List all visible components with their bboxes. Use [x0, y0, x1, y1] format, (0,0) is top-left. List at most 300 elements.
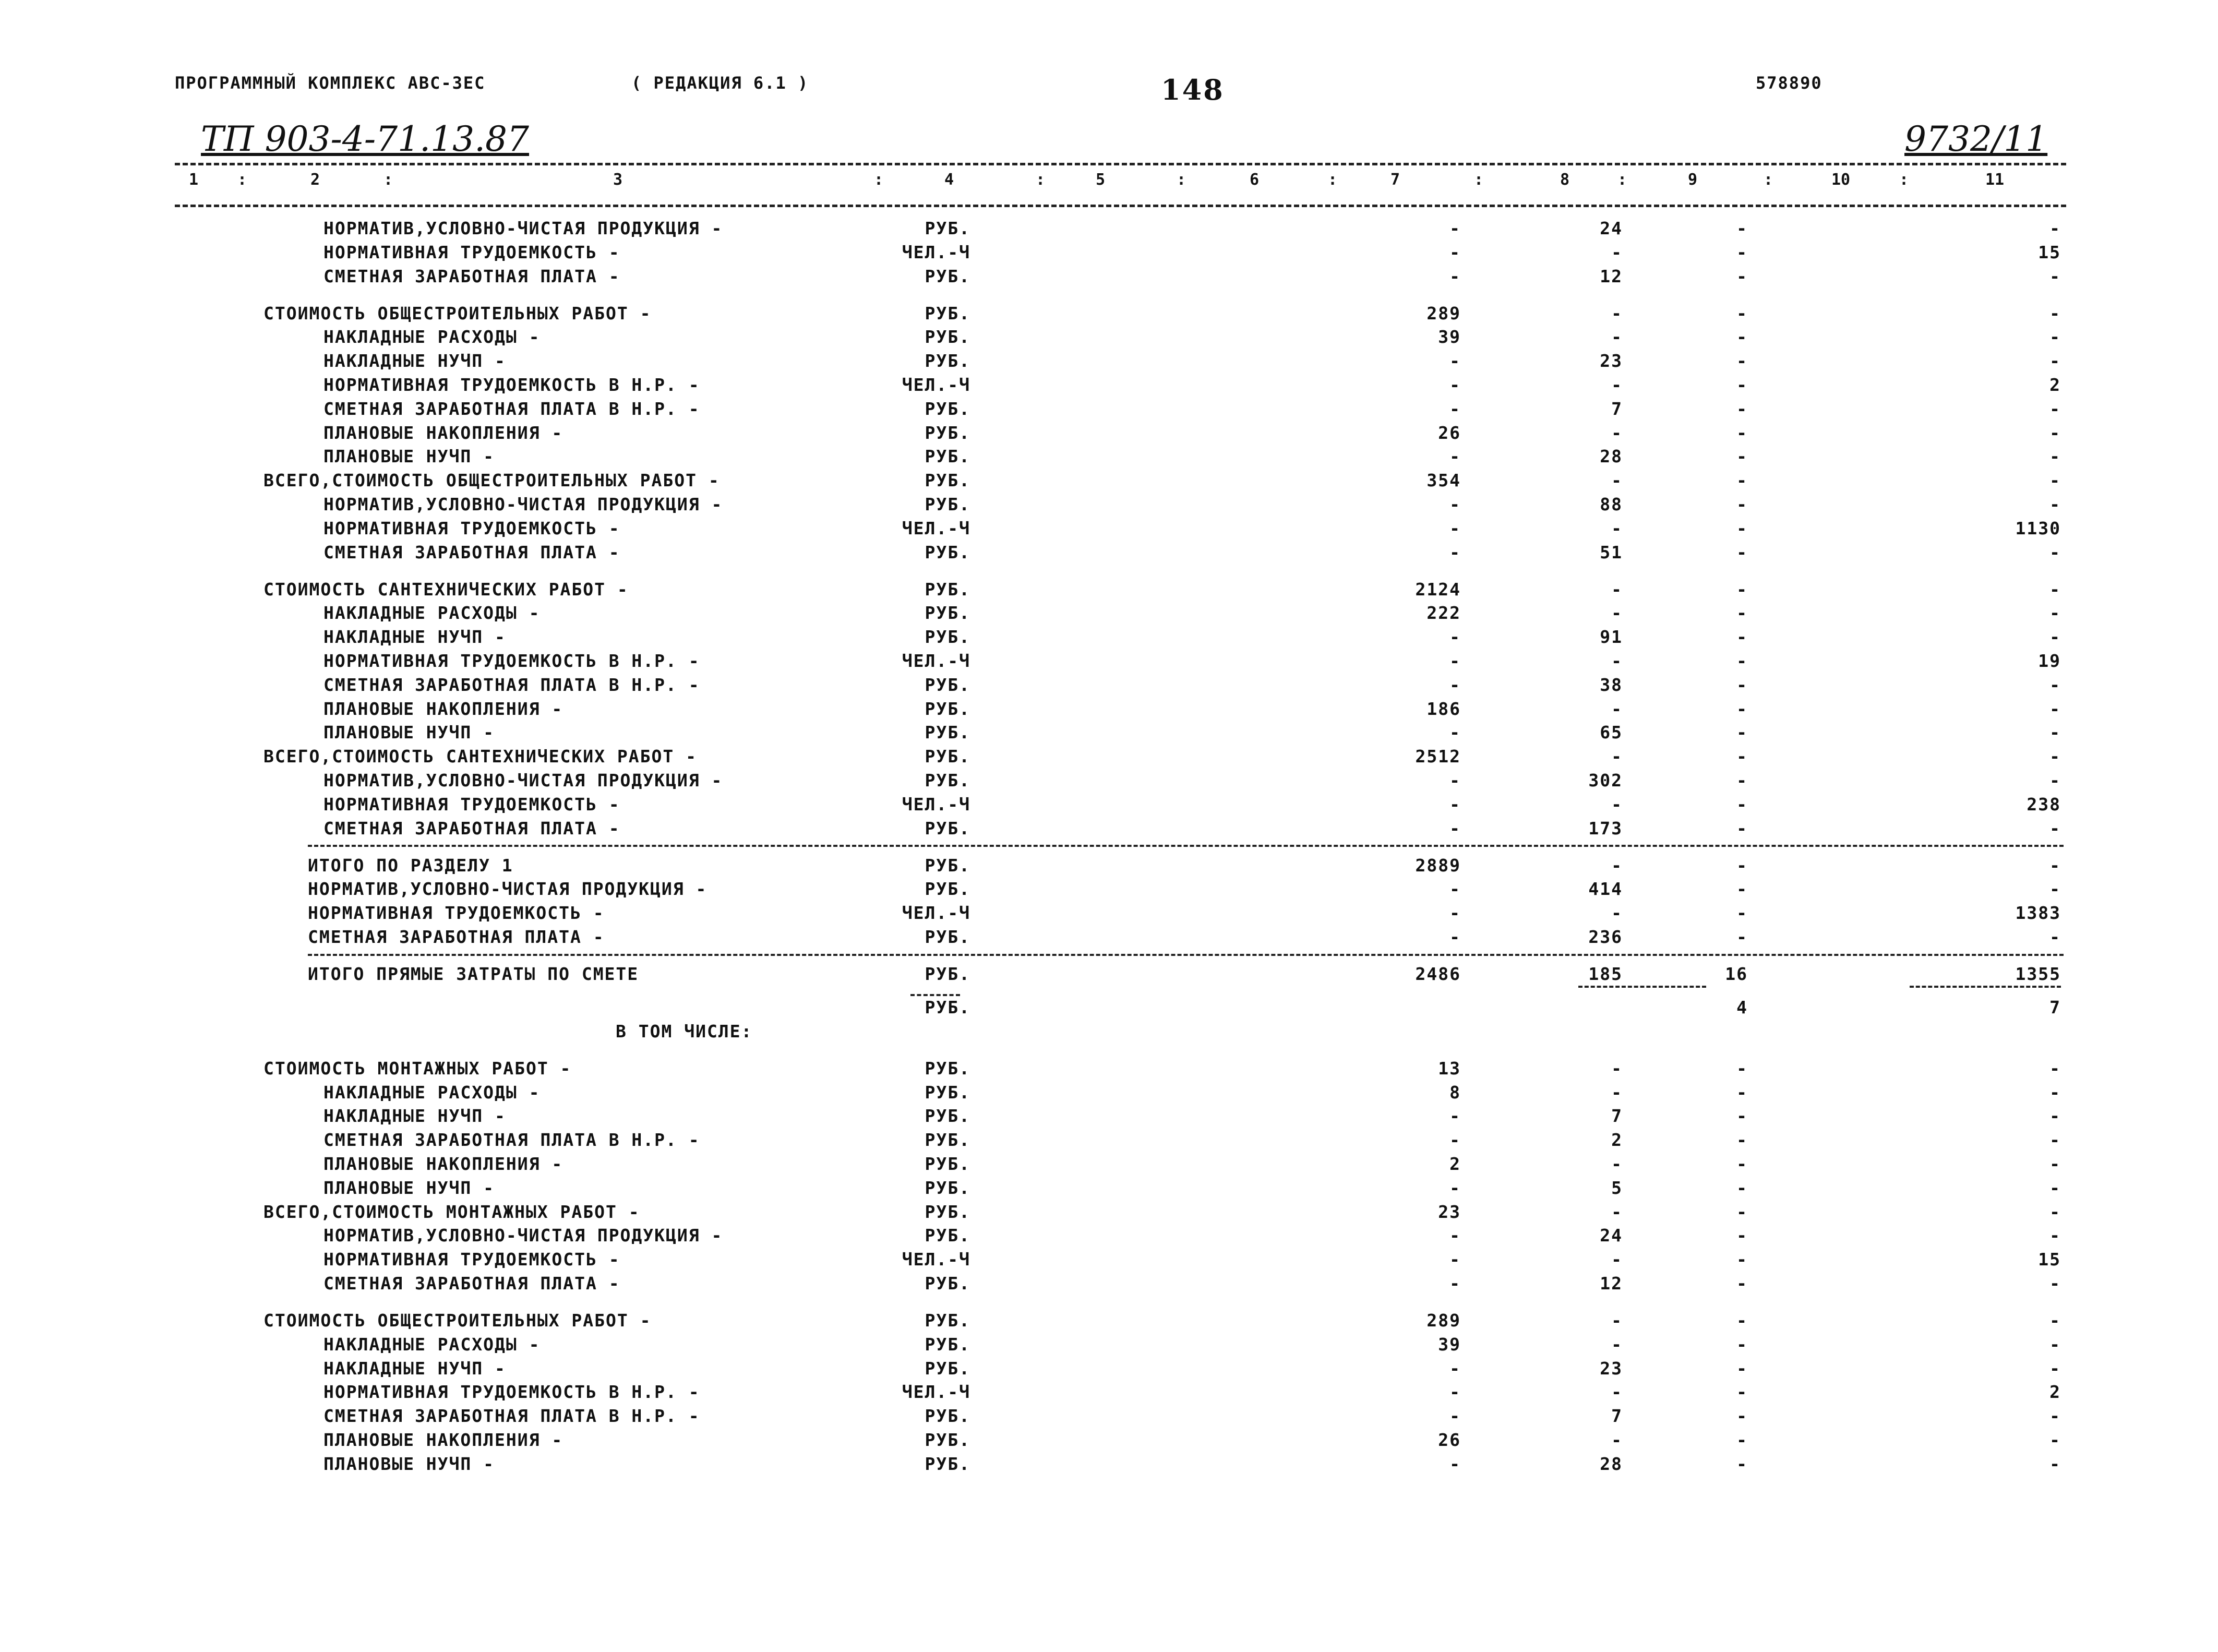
value-col-11: 7	[2049, 997, 2061, 1018]
row-label: ИТОГО ПРЯМЫЕ ЗАТРАТЫ ПО СМЕТЕ	[308, 963, 639, 984]
value-col-11: -	[2049, 1177, 2061, 1198]
project-code: ТП 903-4-71.13.87	[201, 119, 530, 159]
row-label: ВСЕГО,СТОИМОСТЬ МОНТАЖНЫХ РАБОТ -	[263, 1201, 640, 1222]
value-col-9: -	[1736, 770, 1748, 791]
row-label: СМЕТНАЯ ЗАРАБОТНАЯ ПЛАТА В Н.Р. -	[323, 398, 700, 419]
section-rule	[308, 954, 2064, 956]
value-col-8: 5	[1611, 1177, 1623, 1198]
value-col-11: -	[2049, 770, 2061, 791]
value-col-8: 24	[1600, 1225, 1623, 1246]
row-label: ПЛАНОВЫЕ НУЧП -	[323, 1177, 495, 1198]
value-col-7: -	[1449, 1225, 1461, 1246]
value-col-11: -	[2049, 494, 2061, 514]
row-label: НАКЛАДНЫЕ РАСХОДЫ -	[323, 1082, 541, 1103]
value-col-8: -	[1611, 1430, 1623, 1451]
value-col-7: -	[1449, 494, 1461, 514]
value-col-7: -	[1449, 818, 1461, 839]
row-label: СМЕТНАЯ ЗАРАБОТНАЯ ПЛАТА В Н.Р. -	[323, 1406, 700, 1427]
value-col-9: -	[1736, 1406, 1748, 1427]
value-col-7: -	[1449, 518, 1461, 538]
value-col-7: 39	[1438, 1334, 1461, 1355]
value-col-9: -	[1736, 1130, 1748, 1151]
value-col-7: -	[1449, 770, 1461, 791]
value-col-11: -	[2049, 1334, 2061, 1355]
column-separator: :	[1617, 171, 1627, 189]
value-col-8: -	[1611, 422, 1623, 443]
value-col-7: -	[1449, 794, 1461, 815]
column-separator: :	[237, 171, 247, 189]
subtotal-rule	[1910, 986, 2061, 988]
value-col-9: -	[1736, 218, 1748, 238]
unit-cell: РУБ.	[925, 698, 970, 719]
column-number: 11	[1985, 171, 2005, 189]
value-col-9: -	[1736, 698, 1748, 719]
row-label: НАКЛАДНЫЕ НУЧП -	[323, 351, 506, 372]
row-label: ИТОГО ПО РАЗДЕЛУ 1	[308, 855, 513, 876]
value-col-7: -	[1449, 650, 1461, 671]
unit-cell: ЧЕЛ.-Ч	[902, 903, 970, 924]
unit-cell: РУБ.	[925, 1453, 970, 1474]
unit-cell: РУБ.	[925, 218, 970, 238]
row-label: ПЛАНОВЫЕ НАКОПЛЕНИЯ -	[323, 1430, 564, 1451]
unit-cell: РУБ.	[925, 266, 970, 286]
value-col-9: -	[1736, 627, 1748, 648]
row-label: СТОИМОСТЬ САНТЕХНИЧЕСКИХ РАБОТ -	[263, 579, 629, 600]
value-col-8: -	[1611, 855, 1623, 876]
row-label: НОРМАТИВНАЯ ТРУДОЕМКОСТЬ -	[308, 903, 605, 924]
unit-cell: РУБ.	[925, 997, 970, 1018]
value-col-9: -	[1736, 903, 1748, 924]
value-col-7: -	[1449, 1406, 1461, 1427]
value-col-7: -	[1449, 722, 1461, 743]
unit-cell: РУБ.	[925, 1225, 970, 1246]
value-col-7: -	[1449, 1358, 1461, 1379]
row-label: СМЕТНАЯ ЗАРАБОТНАЯ ПЛАТА В Н.Р. -	[323, 674, 700, 695]
value-col-7: -	[1449, 351, 1461, 372]
value-col-8: -	[1611, 650, 1623, 671]
column-separator: :	[1328, 171, 1338, 189]
value-col-8: 12	[1600, 266, 1623, 286]
value-col-9: -	[1736, 674, 1748, 695]
column-separator: :	[874, 171, 884, 189]
row-label: СМЕТНАЯ ЗАРАБОТНАЯ ПЛАТА -	[323, 818, 620, 839]
value-col-7: 23	[1438, 1201, 1461, 1222]
row-label: ПЛАНОВЫЕ НАКОПЛЕНИЯ -	[323, 1154, 564, 1175]
value-col-8: 414	[1588, 879, 1623, 900]
column-number: 6	[1250, 171, 1260, 189]
value-col-9: -	[1736, 470, 1748, 491]
value-col-9: -	[1736, 1453, 1748, 1474]
unit-cell: РУБ.	[925, 1406, 970, 1427]
value-col-11: -	[2049, 1106, 2061, 1127]
value-col-7: -	[1449, 1177, 1461, 1198]
unit-cell: РУБ.	[925, 746, 970, 767]
value-col-8: 23	[1600, 351, 1623, 372]
value-col-11: -	[2049, 1058, 2061, 1079]
unit-cell: РУБ.	[925, 327, 970, 348]
value-col-11: -	[2049, 1130, 2061, 1151]
unit-cell: ЧЕЛ.-Ч	[902, 374, 970, 395]
row-label: ВСЕГО,СТОИМОСТЬ САНТЕХНИЧЕСКИХ РАБОТ -	[263, 746, 697, 767]
value-col-11: -	[2049, 818, 2061, 839]
value-col-8: 185	[1588, 963, 1623, 984]
value-col-9: -	[1736, 1334, 1748, 1355]
value-col-9: -	[1736, 650, 1748, 671]
value-col-7: 289	[1426, 303, 1461, 324]
value-col-9: -	[1736, 794, 1748, 815]
unit-cell: ЧЕЛ.-Ч	[902, 518, 970, 538]
value-col-9: -	[1736, 603, 1748, 624]
value-col-11: -	[2049, 579, 2061, 600]
value-col-7: -	[1449, 446, 1461, 467]
value-col-7: -	[1449, 1273, 1461, 1294]
page-number: 148	[1161, 73, 1225, 106]
document-code: 578890	[1756, 73, 1823, 93]
value-col-11: -	[2049, 1225, 2061, 1246]
value-col-11: -	[2049, 879, 2061, 900]
value-col-7: -	[1449, 398, 1461, 419]
value-col-11: -	[2049, 1358, 2061, 1379]
value-col-8: 28	[1600, 446, 1623, 467]
row-label: СМЕТНАЯ ЗАРАБОТНАЯ ПЛАТА -	[308, 926, 605, 947]
value-col-9: -	[1736, 1082, 1748, 1103]
value-col-11: 1383	[2015, 903, 2061, 924]
value-col-11: -	[2049, 1406, 2061, 1427]
value-col-9: -	[1736, 351, 1748, 372]
unit-cell: РУБ.	[925, 446, 970, 467]
value-col-9: -	[1736, 422, 1748, 443]
value-col-7: -	[1449, 374, 1461, 395]
value-col-9: -	[1736, 1058, 1748, 1079]
value-col-9: -	[1736, 1382, 1748, 1403]
unit-cell: РУБ.	[925, 303, 970, 324]
header-rule	[175, 205, 2066, 207]
row-label: НОРМАТИВНАЯ ТРУДОЕМКОСТЬ -	[323, 794, 620, 815]
unit-cell: ЧЕЛ.-Ч	[902, 1249, 970, 1270]
unit-cell: ЧЕЛ.-Ч	[902, 1382, 970, 1403]
value-col-8: -	[1611, 579, 1623, 600]
value-col-7: -	[1449, 218, 1461, 238]
value-col-11: 19	[2038, 650, 2061, 671]
unit-cell: РУБ.	[925, 542, 970, 562]
column-separator: :	[1036, 171, 1046, 189]
value-col-8: -	[1611, 1334, 1623, 1355]
value-col-8: 24	[1600, 218, 1623, 238]
value-col-7: -	[1449, 674, 1461, 695]
value-col-8: 38	[1600, 674, 1623, 695]
column-separator: :	[383, 171, 393, 189]
value-col-11: 238	[2027, 794, 2061, 815]
value-col-7: 354	[1426, 470, 1461, 491]
value-col-9: -	[1736, 327, 1748, 348]
unit-cell: РУБ.	[925, 1358, 970, 1379]
value-col-8: -	[1611, 1154, 1623, 1175]
value-col-8: 236	[1588, 926, 1623, 947]
value-col-9: -	[1736, 1358, 1748, 1379]
unit-rule	[910, 994, 960, 996]
row-label: ПЛАНОВЫЕ НАКОПЛЕНИЯ -	[323, 422, 564, 443]
value-col-7: 8	[1449, 1082, 1461, 1103]
value-col-7: -	[1449, 1382, 1461, 1403]
value-col-9: -	[1736, 879, 1748, 900]
unit-cell: РУБ.	[925, 770, 970, 791]
column-number: 10	[1831, 171, 1851, 189]
unit-cell: РУБ.	[925, 579, 970, 600]
value-col-11: -	[2049, 1453, 2061, 1474]
unit-cell: РУБ.	[925, 398, 970, 419]
value-col-11: -	[2049, 603, 2061, 624]
value-col-9: -	[1736, 1249, 1748, 1270]
unit-cell: ЧЕЛ.-Ч	[902, 242, 970, 262]
value-col-9: -	[1736, 1430, 1748, 1451]
value-col-9: -	[1736, 579, 1748, 600]
value-col-11: -	[2049, 303, 2061, 324]
value-col-7: -	[1449, 879, 1461, 900]
value-col-8: 2	[1611, 1130, 1623, 1151]
value-col-8: -	[1611, 242, 1623, 262]
row-label: СТОИМОСТЬ МОНТАЖНЫХ РАБОТ -	[263, 1058, 572, 1079]
unit-cell: РУБ.	[925, 1430, 970, 1451]
value-col-8: 65	[1600, 722, 1623, 743]
value-col-9: -	[1736, 1225, 1748, 1246]
top-rule	[175, 163, 2066, 165]
unit-cell: РУБ.	[925, 674, 970, 695]
row-label: СТОИМОСТЬ ОБЩЕСТРОИТЕЛЬНЫХ РАБОТ -	[263, 303, 652, 324]
value-col-9: -	[1736, 818, 1748, 839]
row-label: ПЛАНОВЫЕ НУЧП -	[323, 722, 495, 743]
value-col-8: -	[1611, 1249, 1623, 1270]
row-label: НОРМАТИВНАЯ ТРУДОЕМКОСТЬ -	[323, 518, 620, 538]
row-label: НАКЛАДНЫЕ НУЧП -	[323, 1358, 506, 1379]
unit-cell: РУБ.	[925, 855, 970, 876]
value-col-8: 23	[1600, 1358, 1623, 1379]
unit-cell: РУБ.	[925, 422, 970, 443]
value-col-9: -	[1736, 855, 1748, 876]
value-col-9: 4	[1736, 997, 1748, 1018]
value-col-9: -	[1736, 542, 1748, 562]
value-col-8: 91	[1600, 627, 1623, 648]
value-col-7: -	[1449, 903, 1461, 924]
value-col-7: 13	[1438, 1058, 1461, 1079]
value-col-9: -	[1736, 1273, 1748, 1294]
value-col-9: -	[1736, 494, 1748, 514]
value-col-7: -	[1449, 1249, 1461, 1270]
value-col-8: 173	[1588, 818, 1623, 839]
value-col-11: -	[2049, 722, 2061, 743]
value-col-7: -	[1449, 1130, 1461, 1151]
section-rule	[308, 845, 2064, 847]
row-label: ПЛАНОВЫЕ НУЧП -	[323, 1453, 495, 1474]
value-col-7: -	[1449, 1453, 1461, 1474]
column-number: 2	[310, 171, 320, 189]
value-col-9: -	[1736, 398, 1748, 419]
value-col-11: -	[2049, 327, 2061, 348]
row-label: НАКЛАДНЫЕ НУЧП -	[323, 627, 506, 648]
row-label: НОРМАТИВНАЯ ТРУДОЕМКОСТЬ -	[323, 242, 620, 262]
value-col-9: -	[1736, 242, 1748, 262]
edition-label: ( РЕДАКЦИЯ 6.1 )	[631, 73, 809, 93]
value-col-11: -	[2049, 1154, 2061, 1175]
value-col-9: -	[1736, 374, 1748, 395]
unit-cell: РУБ.	[925, 1082, 970, 1103]
value-col-9: -	[1736, 1177, 1748, 1198]
unit-cell: РУБ.	[925, 603, 970, 624]
value-col-11: 2	[2049, 374, 2061, 395]
unit-cell: ЧЕЛ.-Ч	[902, 650, 970, 671]
value-col-7: -	[1449, 542, 1461, 562]
value-col-8: -	[1611, 470, 1623, 491]
row-label: НАКЛАДНЫЕ РАСХОДЫ -	[323, 1334, 541, 1355]
column-number: 4	[944, 171, 954, 189]
unit-cell: РУБ.	[925, 963, 970, 984]
value-col-9: -	[1736, 518, 1748, 538]
value-col-9: -	[1736, 1310, 1748, 1331]
column-number: 5	[1096, 171, 1106, 189]
column-separator: :	[1899, 171, 1909, 189]
value-col-9: -	[1736, 446, 1748, 467]
row-label: СМЕТНАЯ ЗАРАБОТНАЯ ПЛАТА В Н.Р. -	[323, 1130, 700, 1151]
value-col-9: -	[1736, 1201, 1748, 1222]
unit-cell: РУБ.	[925, 1106, 970, 1127]
unit-cell: РУБ.	[925, 470, 970, 491]
row-label: НОРМАТИВНАЯ ТРУДОЕМКОСТЬ В Н.Р. -	[323, 1382, 700, 1403]
unit-cell: РУБ.	[925, 926, 970, 947]
value-col-9: -	[1736, 722, 1748, 743]
value-col-8: 7	[1611, 398, 1623, 419]
value-col-11: -	[2049, 266, 2061, 286]
row-label: НОРМАТИВНАЯ ТРУДОЕМКОСТЬ В Н.Р. -	[323, 374, 700, 395]
value-col-11: -	[2049, 1082, 2061, 1103]
value-col-11: -	[2049, 746, 2061, 767]
value-col-7: 222	[1426, 603, 1461, 624]
value-col-9: -	[1736, 746, 1748, 767]
value-col-11: -	[2049, 1310, 2061, 1331]
value-col-7: -	[1449, 627, 1461, 648]
value-col-11: 15	[2038, 1249, 2061, 1270]
column-number: 9	[1688, 171, 1698, 189]
value-col-11: -	[2049, 926, 2061, 947]
row-label: НАКЛАДНЫЕ НУЧП -	[323, 1106, 506, 1127]
value-col-11: -	[2049, 422, 2061, 443]
subtotal-rule	[1578, 986, 1706, 988]
value-col-9: -	[1736, 926, 1748, 947]
value-col-11: 2	[2049, 1382, 2061, 1403]
value-col-8: -	[1611, 1201, 1623, 1222]
value-col-7: 26	[1438, 1430, 1461, 1451]
column-number: 1	[189, 171, 199, 189]
value-col-11: -	[2049, 627, 2061, 648]
unit-cell: РУБ.	[925, 818, 970, 839]
value-col-9: -	[1736, 266, 1748, 286]
value-col-8: 88	[1600, 494, 1623, 514]
value-col-8: -	[1611, 1082, 1623, 1103]
value-col-7: -	[1449, 926, 1461, 947]
value-col-8: 7	[1611, 1106, 1623, 1127]
value-col-11: -	[2049, 674, 2061, 695]
value-col-7: 2	[1449, 1154, 1461, 1175]
value-col-7: -	[1449, 1106, 1461, 1127]
unit-cell: РУБ.	[925, 722, 970, 743]
column-number: 7	[1390, 171, 1400, 189]
unit-cell: РУБ.	[925, 1177, 970, 1198]
unit-cell: РУБ.	[925, 879, 970, 900]
value-col-8: -	[1611, 327, 1623, 348]
row-label: НОРМАТИВ,УСЛОВНО-ЧИСТАЯ ПРОДУКЦИЯ -	[323, 770, 723, 791]
value-col-11: -	[2049, 855, 2061, 876]
value-col-9: -	[1736, 303, 1748, 324]
unit-cell: РУБ.	[925, 1201, 970, 1222]
column-number: 8	[1560, 171, 1570, 189]
value-col-11: -	[2049, 542, 2061, 562]
value-col-7: 186	[1426, 698, 1461, 719]
sheet-code: 9732/11	[1904, 119, 2048, 159]
unit-cell: РУБ.	[925, 1273, 970, 1294]
value-col-9: 16	[1725, 963, 1748, 984]
row-label: НОРМАТИВ,УСЛОВНО-ЧИСТАЯ ПРОДУКЦИЯ -	[323, 218, 723, 238]
value-col-7: 26	[1438, 422, 1461, 443]
value-col-8: -	[1611, 1310, 1623, 1331]
row-label: СТОИМОСТЬ ОБЩЕСТРОИТЕЛЬНЫХ РАБОТ -	[263, 1310, 652, 1331]
value-col-8: 12	[1600, 1273, 1623, 1294]
row-label: НАКЛАДНЫЕ РАСХОДЫ -	[323, 327, 541, 348]
value-col-8: -	[1611, 374, 1623, 395]
unit-cell: РУБ.	[925, 494, 970, 514]
row-label: НОРМАТИВНАЯ ТРУДОЕМКОСТЬ В Н.Р. -	[323, 650, 700, 671]
value-col-9: -	[1736, 1154, 1748, 1175]
value-col-7: 39	[1438, 327, 1461, 348]
program-name: ПРОГРАММНЫЙ КОМПЛЕКС АВС-ЗЕС	[175, 73, 486, 93]
value-col-11: 15	[2038, 242, 2061, 262]
unit-cell: РУБ.	[925, 627, 970, 648]
value-col-8: -	[1611, 903, 1623, 924]
value-col-8: -	[1611, 303, 1623, 324]
value-col-11: -	[2049, 1273, 2061, 1294]
value-col-7: -	[1449, 266, 1461, 286]
value-col-8: -	[1611, 518, 1623, 538]
unit-cell: РУБ.	[925, 1130, 970, 1151]
column-separator: :	[1474, 171, 1484, 189]
unit-cell: РУБ.	[925, 351, 970, 372]
value-col-9: -	[1736, 1106, 1748, 1127]
value-col-11: -	[2049, 446, 2061, 467]
value-col-8: -	[1611, 746, 1623, 767]
value-col-7: -	[1449, 242, 1461, 262]
value-col-8: -	[1611, 603, 1623, 624]
value-col-8: -	[1611, 1382, 1623, 1403]
value-col-11: -	[2049, 398, 2061, 419]
row-label: НАКЛАДНЫЕ РАСХОДЫ -	[323, 603, 541, 624]
row-label: НОРМАТИВНАЯ ТРУДОЕМКОСТЬ -	[323, 1249, 620, 1270]
unit-cell: РУБ.	[925, 1058, 970, 1079]
unit-cell: РУБ.	[925, 1334, 970, 1355]
value-col-11: -	[2049, 698, 2061, 719]
value-col-8: -	[1611, 794, 1623, 815]
row-label: СМЕТНАЯ ЗАРАБОТНАЯ ПЛАТА -	[323, 266, 620, 286]
value-col-8: -	[1611, 698, 1623, 719]
unit-cell: РУБ.	[925, 1310, 970, 1331]
column-separator: :	[1764, 171, 1773, 189]
value-col-7: 2512	[1415, 746, 1461, 767]
column-number: 3	[613, 171, 623, 189]
row-label: СМЕТНАЯ ЗАРАБОТНАЯ ПЛАТА -	[323, 1273, 620, 1294]
value-col-8: 51	[1600, 542, 1623, 562]
row-label: ВСЕГО,СТОИМОСТЬ ОБЩЕСТРОИТЕЛЬНЫХ РАБОТ -	[263, 470, 720, 491]
row-label: СМЕТНАЯ ЗАРАБОТНАЯ ПЛАТА -	[323, 542, 620, 562]
value-col-11: -	[2049, 1430, 2061, 1451]
column-separator: :	[1177, 171, 1186, 189]
row-label: В ТОМ ЧИСЛЕ:	[616, 1021, 753, 1042]
value-col-8: 302	[1588, 770, 1623, 791]
